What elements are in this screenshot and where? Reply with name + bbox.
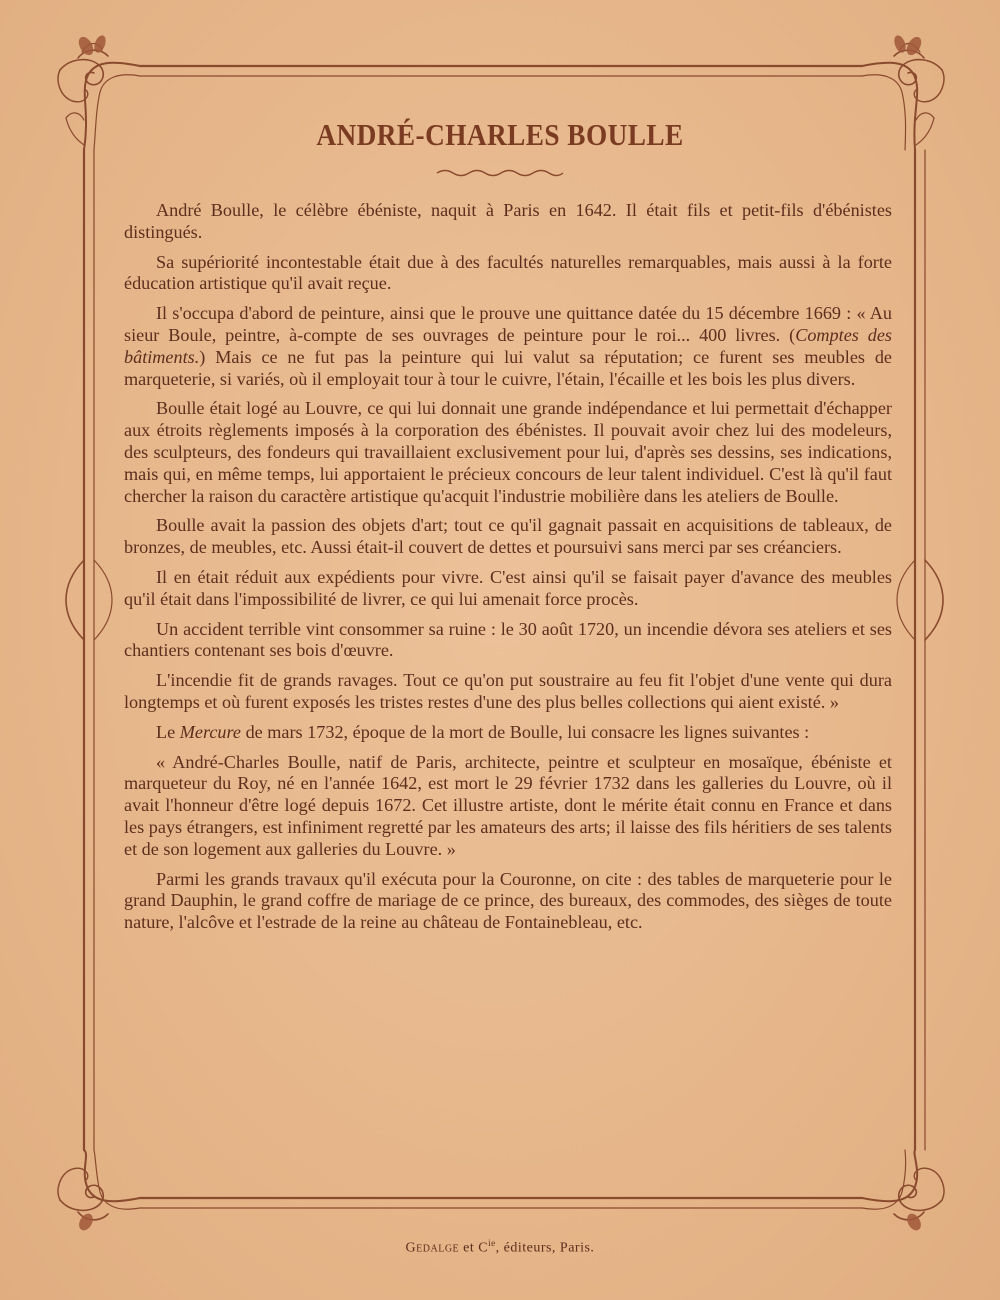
title-flourish xyxy=(435,168,565,178)
paragraph: L'incendie fit de grands ravages. Tout ce qu'on put soustraire au feu fit l'objet d'une vente qui dura longtemps et où furent exposés les tristes restes d'une des plus belles collections qui aient existé. » xyxy=(124,670,892,712)
paragraph: Sa supériorité incontestable était due à des facultés naturelles remarquables, mais aussi à la forte éducation artistique qu'il avait reçue. xyxy=(124,251,892,294)
publisher-name: Gedalge xyxy=(405,1240,460,1256)
page-title: ANDRÉ-CHARLES BOULLE xyxy=(316,117,684,152)
paragraph-text: Le xyxy=(156,721,180,742)
paragraph: Parmi les grands travaux qu'il exécuta pour la Couronne, on cite : des tables de marqueterie pour le grand Dauphin, le grand coffre de mariage de ce prince, des bureaux, des commodes, des sièges de toute nature, l'alcôve et l'estrade de la reine au château de Fontainebleau, etc. xyxy=(124,868,892,933)
article-body xyxy=(124,200,892,942)
publication-name: Mercure xyxy=(179,721,242,742)
paragraph: Il en était réduit aux expédients pour vivre. C'est ainsi qu'il se faisait payer d'avance des meubles qu'il était dans l'impossibilité de livrer, ce qui lui amenait force procès. xyxy=(124,566,892,609)
publisher-rest: , éditeurs, Paris. xyxy=(495,1240,595,1256)
paragraph-text: de mars 1732, époque de la mort de Boulle, lui consacre les lignes suivantes : xyxy=(241,721,810,742)
paragraph: Boulle avait la passion des objets d'art; tout ce qu'il gagnait passait en acquisitions de tableaux, de bronzes, de meubles, etc. Aussi était-il couvert de dettes et poursuivi sans merci par ses créanciers. xyxy=(124,515,892,558)
paragraph: Boulle était logé au Louvre, ce qui lui donnait une grande indépendance et lui permettait d'échapper aux étroits règlements imposés à la corporation des ébénistes. Il pouvait avoir chez lui des modeleurs, des sculpteurs, des fondeurs qui travaillaient exclusivement pour lui, d'après ses dessins, ses indications, mais qui, en même temps, lui apportaient le précieux concours de leur talent individuel. C'est là qu'il faut chercher la raison du caractère artistique qu'acquit l'industrie mobilière dans les ateliers de Boulle. xyxy=(124,398,892,506)
paragraph xyxy=(124,722,892,744)
paragraph xyxy=(124,303,892,390)
quotation: « André-Charles Boulle, natif de Paris, architecte, peintre et sculpteur en mosaïque, ébéniste et marqueteur du Roy, né en l'année 1642, est mort le 29 février 1732 dans les galleries du Louvre, où il avait l'honneur d'être logé depuis 1672. Cet illustre artiste, dont le mérite était connu en France et dans les pays étrangers, est infiniment regretté par les amateurs des arts; il laisse des fils héritiers de ses talents et de son logement aux galleries du Louvre. » xyxy=(124,751,892,859)
paragraph: Un accident terrible vint consommer sa ruine : le 30 août 1720, un incendie dévora ses ateliers et ses chantiers contenant ses bois d'œuvre. xyxy=(124,618,892,661)
publisher-imprint xyxy=(0,1238,1000,1257)
publisher-sup: ie xyxy=(488,1238,496,1248)
paragraph-text: ) Mais ce ne fut pas la peinture qui lui valut sa réputation; ce furent ses meubles de marqueterie, si variés, où il employait tour à tour le cuivre, l'étain, l'écaille et les bois les plus divers. xyxy=(124,346,892,389)
citation: Comptes des bâtiments. xyxy=(124,324,892,367)
paragraph: André Boulle, le célèbre ébéniste, naquit à Paris en 1642. Il était fils et petit-fils d'ébénistes distingués. xyxy=(124,200,892,242)
publisher-and: et C xyxy=(459,1240,489,1256)
paragraph-text: Il s'occupa d'abord de peinture, ainsi que le prouve une quittance datée du 15 décembre 1669 : « Au sieur Boule, peintre, à-compte de ses ouvrages de peinture pour le roi... 400 livres. ( xyxy=(124,303,892,345)
